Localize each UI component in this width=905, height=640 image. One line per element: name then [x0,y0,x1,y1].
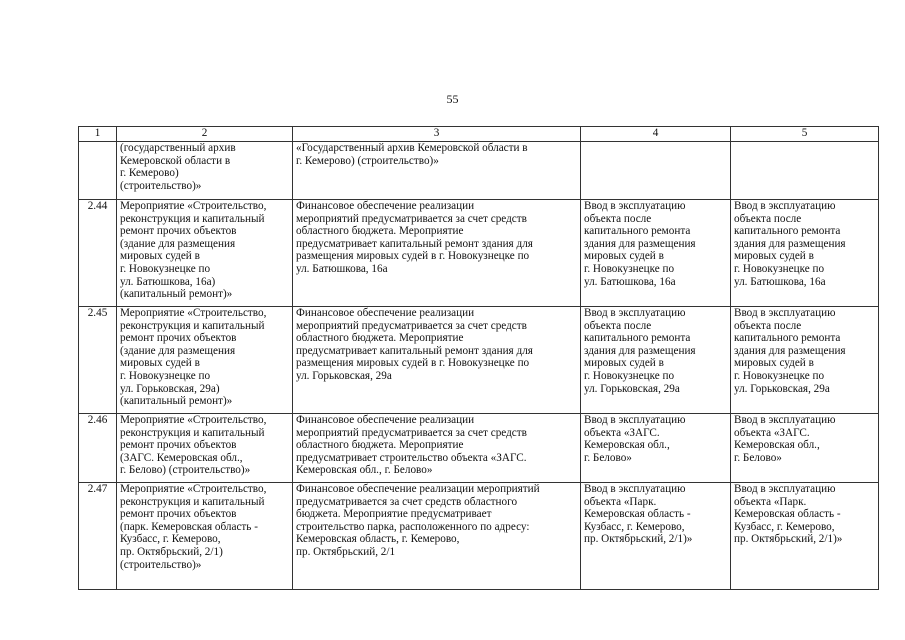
measure-description: Финансовое обеспечение реализации мероприятий предусматривается за счет средств областного бюджета. Мероприятие предусматривает строительство объекта «ЗАГС. Кемеровская обл., г. Белово» [293,414,581,483]
row-number: 2.45 [79,307,117,414]
measure-indicator: Ввод в эксплуатацию объекта «Парк. Кемеровская область - Кузбасс, г. Кемерово, пр. Октябрьский, 2/1)» [731,483,879,590]
measure-result: Ввод в эксплуатацию объекта после капитального ремонта здания для размещения мировых судей в г. Новокузнецке по ул. Горьковская, 29а [581,307,731,414]
measure-name: (государственный архив Кемеровской области в г. Кемерово) (строительство)» [117,142,293,200]
header-col-4: 4 [581,127,731,142]
measure-name: Мероприятие «Строительство, реконструкция и капитальный ремонт прочих объектов (ЗАГС. Кемеровская обл., г. Белово) (строительство)» [117,414,293,483]
measure-name: Мероприятие «Строительство, реконструкция и капитальный ремонт прочих объектов (парк. Кемеровская область - Кузбасс, г. Кемерово, пр. Октябрьский, 2/1) (строительство)» [117,483,293,590]
table-row [79,483,879,590]
table-row [79,414,879,483]
measure-description: «Государственный архив Кемеровской области в г. Кемерово) (строительство)» [293,142,581,200]
table-row [79,200,879,307]
measures-table [78,126,879,590]
measure-description: Финансовое обеспечение реализации мероприятий предусматривается за счет средств областного бюджета. Мероприятие предусматривает капитальный ремонт здания для размещения мировых судей в г. Новокузнецке по ул. Батюшкова, 16а [293,200,581,307]
page-number: 55 [446,92,459,106]
header-row [79,127,879,142]
header-col-1: 1 [79,127,117,142]
measure-indicator: Ввод в эксплуатацию объекта «ЗАГС. Кемеровская обл., г. Белово» [731,414,879,483]
table-row [79,142,879,200]
measure-indicator [731,142,879,200]
header-col-2: 2 [117,127,293,142]
row-number: 2.46 [79,414,117,483]
measure-result: Ввод в эксплуатацию объекта «Парк. Кемеровская область - Кузбасс, г. Кемерово, пр. Октябрьский, 2/1)» [581,483,731,590]
measure-result: Ввод в эксплуатацию объекта «ЗАГС. Кемеровская обл., г. Белово» [581,414,731,483]
measure-description: Финансовое обеспечение реализации мероприятий предусматривается за счет средств областного бюджета. Мероприятие предусматривает капитальный ремонт здания для размещения мировых судей в г. Новокузнецке по ул. Горьковская, 29а [293,307,581,414]
measure-indicator: Ввод в эксплуатацию объекта после капитального ремонта здания для размещения мировых судей в г. Новокузнецке по ул. Горьковская, 29а [731,307,879,414]
measure-result [581,142,731,200]
measure-name: Мероприятие «Строительство, реконструкция и капитальный ремонт прочих объектов (здание для размещения мировых судей в г. Новокузнецке по ул. Горьковская, 29а) (капитальный ремонт)» [117,307,293,414]
table-row [79,307,879,414]
row-number [79,142,117,200]
measure-result: Ввод в эксплуатацию объекта после капитального ремонта здания для размещения мировых судей в г. Новокузнецке по ул. Батюшкова, 16а [581,200,731,307]
header-col-5: 5 [731,127,879,142]
row-number: 2.44 [79,200,117,307]
measure-description: Финансовое обеспечение реализации мероприятий предусматривается за счет средств областного бюджета. Мероприятие предусматривает строительство парка, расположенного по адресу: Кемеровская область, г. Кемерово, пр. Октябрьский, 2/1 [293,483,581,590]
measure-name: Мероприятие «Строительство, реконструкция и капитальный ремонт прочих объектов (здание для размещения мировых судей в г. Новокузнецке по ул. Батюшкова, 16а) (капитальный ремонт)» [117,200,293,307]
row-number: 2.47 [79,483,117,590]
header-col-3: 3 [293,127,581,142]
measure-indicator: Ввод в эксплуатацию объекта после капитального ремонта здания для размещения мировых судей в г. Новокузнецке по ул. Батюшкова, 16а [731,200,879,307]
